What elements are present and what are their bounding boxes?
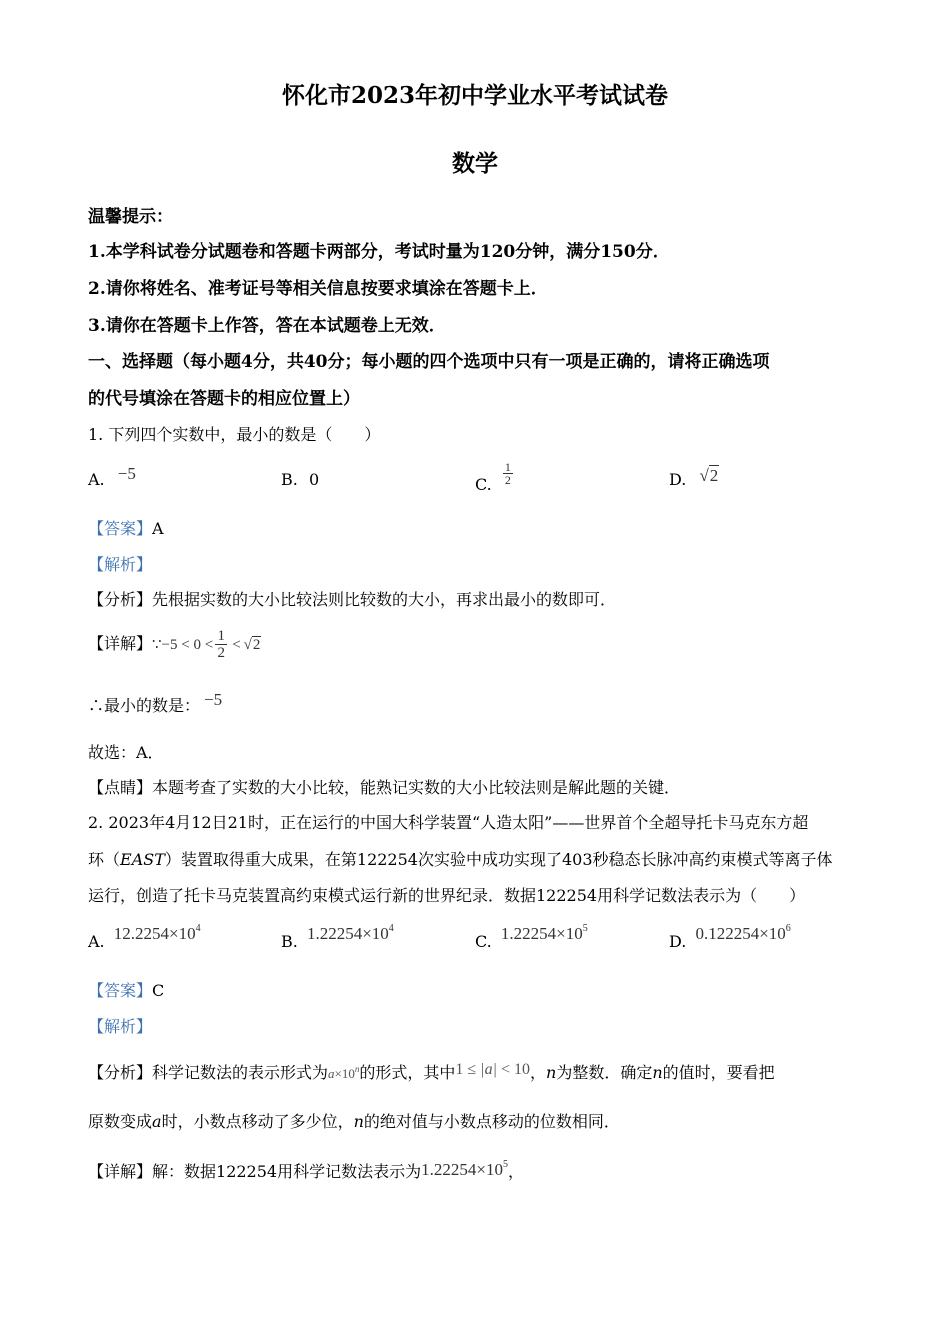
q1-answer (88, 519, 164, 539)
sqrt-icon: √ (243, 637, 252, 653)
q1-option-d-label: D. (669, 470, 687, 489)
tip-item-1: 1.本学科试卷分试题卷和答题卡两部分，考试时量为120分钟，满分150分． (88, 242, 670, 262)
q2-fenxi-form (328, 1066, 359, 1081)
q2-xiangjie-end: ， (507, 1162, 524, 1181)
q2-option-a-exp: 4 (195, 923, 201, 934)
q2-option-a-label: A. (88, 932, 105, 951)
q1-option-d (669, 466, 719, 490)
q1-analysis-tag: 【解析】 (88, 555, 153, 574)
q1-dianjing-text: 本题考查了实数的大小比较，能熟记实数的大小比较法则是解此题的关键． (152, 778, 681, 797)
q2-fenxi-line1 (88, 1063, 775, 1085)
q1-option-c-numerator: 1 (504, 460, 511, 474)
section-heading-line2: 的代号填涂在答题卡的相应位置上） (88, 389, 360, 409)
q1-xiangjie-pre: ∵−5 < 0 < (152, 637, 214, 653)
q1-dianjing (88, 778, 680, 798)
tips-heading: 温馨提示： (88, 207, 173, 227)
q2-fenxi-text-d: 为整数．确定 (556, 1063, 653, 1082)
q1-xiangjie-denominator: 2 (217, 645, 225, 661)
q2-option-b-label: B. (281, 932, 298, 951)
q2-option-d-value (695, 924, 790, 943)
q1-option-a-label: A. (88, 470, 105, 489)
q2-xiangjie-value (421, 1160, 508, 1179)
q2-stem-east: EAST (120, 850, 165, 869)
q2-fenxi-text-e: 的值时，要看把 (662, 1063, 775, 1082)
q2-option-a-value (114, 924, 201, 943)
q2-xiangjie-tag: 【详解】 (88, 1162, 153, 1181)
q1-option-d-radicand: 2 (709, 466, 719, 485)
q1-option-a-value: −5 (117, 464, 136, 483)
q1-option-c-denominator: 2 (504, 473, 511, 487)
q2-fenxi-form-exp: n (354, 1064, 360, 1074)
q2-option-b-value (307, 924, 394, 943)
subject-title: 数学 (452, 150, 498, 177)
q2-xiangjie (88, 1159, 524, 1185)
q1-xiangjie-sqrt (244, 627, 262, 663)
q1-min-value: −5 (204, 690, 223, 709)
q2-fenxi-line2 (88, 1112, 620, 1132)
q1-option-b-value: 0 (308, 470, 320, 489)
q2-fenxi-inequality (455, 1061, 530, 1078)
q2-stem-line2 (88, 850, 833, 870)
q2-analysis-tag: 【解析】 (88, 1017, 153, 1036)
q1-answer-tag: 【答案】 (88, 519, 153, 538)
tip-item-3: 3.请你在答题卡上作答，答在本试题卷上无效． (88, 316, 446, 336)
q1-option-b-label: B. (281, 470, 298, 489)
page-title: 怀化市2023年初中学业水平考试试卷 (281, 82, 668, 109)
q2-fenxi-form-b: ×10 (334, 1066, 355, 1081)
q2-fenxi-n1: n (546, 1063, 557, 1082)
sqrt-icon: √ (699, 466, 709, 485)
q2-stem-line2-b: ）装置取得重大成果，在第122254次实验中成功实现了403秒稳态长脉冲高约束模式等离子体 (164, 850, 833, 869)
q1-fenxi-tag: 【分析】 (88, 590, 153, 609)
q2-stem-line2-a: 环（ (88, 850, 121, 869)
q1-fenxi (88, 590, 616, 610)
q2-fenxi-line2-c: 的绝对值与小数点移动的位数相同． (363, 1112, 620, 1131)
q2-option-a (88, 923, 201, 955)
q2-answer-value: C (152, 981, 165, 1000)
q2-option-d-base: 0.122254×10 (695, 924, 786, 943)
q2-option-d-exp: 6 (785, 923, 791, 934)
q1-option-c-label: C. (475, 475, 492, 494)
q2-fenxi-form-a: a (328, 1066, 335, 1081)
q1-fenxi-text: 先根据实数的大小比较法则比较数的大小，再求出最小的数即可． (152, 590, 617, 609)
q2-option-c-base: 1.22254×10 (500, 924, 583, 943)
q2-option-c-label: C. (475, 932, 492, 951)
q1-xiangjie-fraction (215, 628, 227, 661)
q2-option-b (281, 923, 394, 955)
q1-dianjing-tag: 【点睛】 (88, 778, 153, 797)
q2-fenxi-line2-a: 原数变成 (88, 1112, 153, 1131)
tip-item-2: 2.请你将姓名、准考证号等相关信息按要求填涂在答题卡上． (88, 279, 548, 299)
q2-option-d-label: D. (669, 932, 687, 951)
q1-answer-value: A (152, 519, 164, 538)
q1-xiangjie (88, 626, 261, 663)
q1-xiangjie-numerator: 1 (217, 628, 225, 644)
q2-option-a-base: 12.2254×10 (113, 924, 196, 943)
q2-fenxi-text-a: 科学记数法的表示形式为 (152, 1063, 329, 1082)
q2-stem-line1: 2. 2023年4月12日21时，正在运行的中国大科学装置“人造太阳”——世界首个全超导托卡马克东方超 (88, 813, 809, 832)
q2-option-d (669, 923, 791, 955)
q2-xiangjie-exp: 5 (502, 1159, 508, 1170)
q2-fenxi-text-c: ， (530, 1063, 547, 1082)
q1-xiangjie-post: < (232, 637, 241, 653)
q2-fenxi-ineq-a: 1 ≤ (455, 1061, 477, 1078)
q2-fenxi-ineq-b: < 10 (500, 1061, 530, 1078)
q2-xiangjie-text: 解：数据122254用科学记数法表示为 (152, 1162, 422, 1181)
section-heading-line1: 一、选择题（每小题4分，共40分；每小题的四个选项中只有一项是正确的，请将正确选项 (88, 352, 770, 372)
q1-min-line (88, 690, 223, 716)
q2-option-c-exp: 5 (582, 923, 588, 934)
q1-option-c-fraction (503, 461, 513, 486)
q1-option-c (475, 458, 515, 494)
q2-fenxi-line2-a-var: a (152, 1112, 162, 1131)
q1-option-a (88, 464, 136, 490)
q2-answer-tag: 【答案】 (88, 981, 153, 1000)
q2-option-b-exp: 4 (388, 923, 394, 934)
q2-fenxi-tag: 【分析】 (88, 1063, 153, 1082)
q2-fenxi-line2-n: n (353, 1112, 364, 1131)
q2-option-c-value (501, 924, 588, 943)
q2-fenxi-text-b: 的形式，其中 (359, 1063, 456, 1082)
q2-answer (88, 981, 164, 1001)
q2-fenxi-ineq-abs: |a| (480, 1061, 497, 1078)
q2-stem-line3: 运行，创造了托卡马克装置高约束模式运行新的世界纪录．数据122254用科学记数法表示为（ ） (88, 886, 806, 905)
q2-option-c (475, 923, 588, 955)
q1-stem: 1. 下列四个实数中，最小的数是（ ） (88, 425, 381, 444)
q2-option-b-base: 1.22254×10 (306, 924, 389, 943)
q1-option-d-sqrt (699, 466, 719, 486)
q1-option-b (281, 470, 319, 490)
q2-xiangjie-base: 1.22254×10 (421, 1160, 503, 1179)
q2-fenxi-n2: n (652, 1063, 663, 1082)
q2-fenxi-line2-b: 时，小数点移动了多少位， (161, 1112, 354, 1131)
q1-choose: 故选：A． (88, 743, 164, 762)
q1-xiangjie-radicand: 2 (252, 637, 261, 653)
q1-xiangjie-tag: 【详解】 (88, 634, 153, 653)
q1-min-text: ∴最小的数是： (88, 696, 201, 715)
